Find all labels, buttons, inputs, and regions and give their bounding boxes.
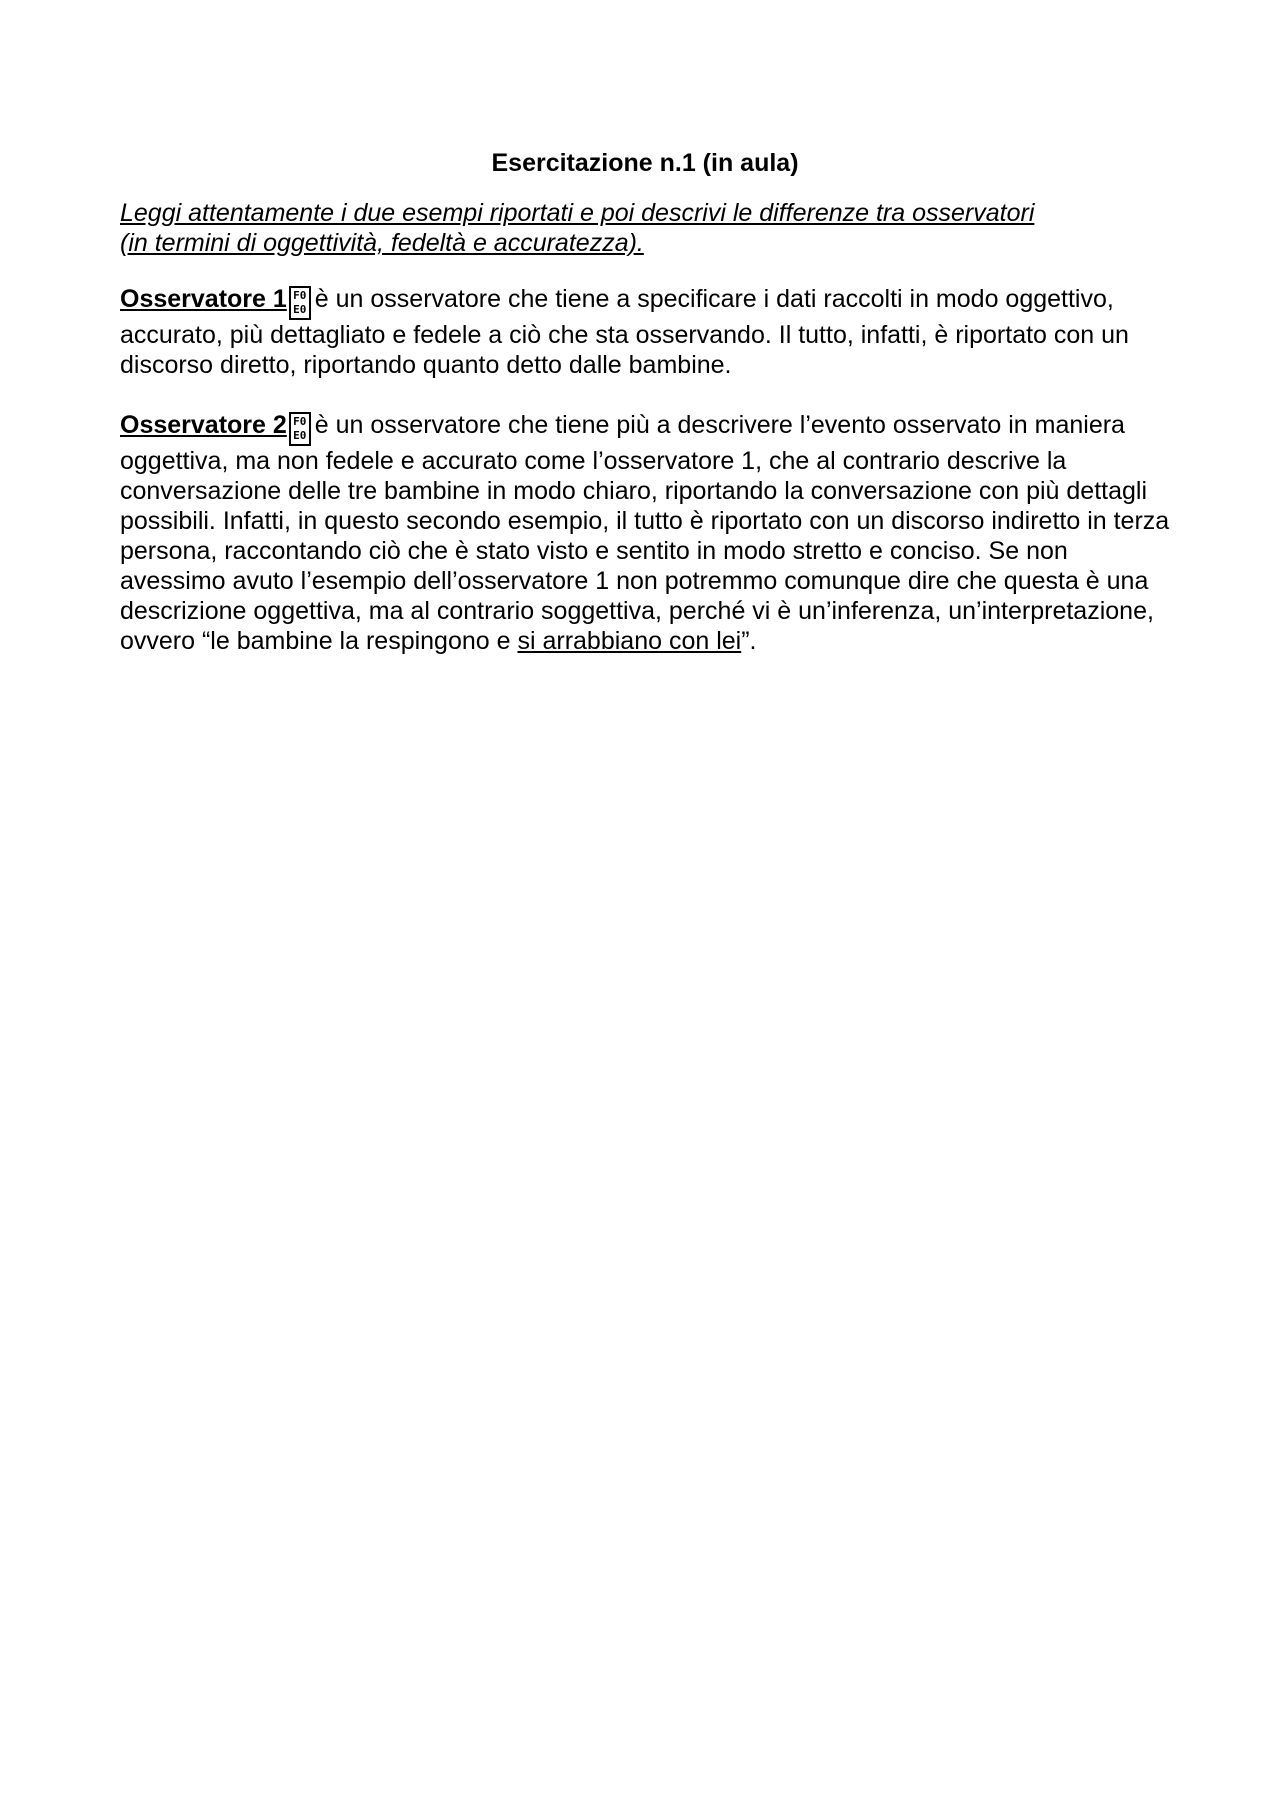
- missing-glyph-icon: [289, 286, 311, 320]
- missing-glyph-icon: [289, 412, 311, 446]
- glyph-code-top: F0: [293, 289, 307, 302]
- document-body: [120, 146, 1170, 686]
- observer-2-ending: ”.: [741, 627, 757, 655]
- observer-2-paragraph: [120, 410, 1170, 656]
- instructions-line-2: (in termini di oggettività, fedeltà e accuratezza).: [120, 229, 644, 257]
- instructions: [120, 198, 1170, 258]
- observer-1-label: Osservatore 1: [120, 285, 287, 313]
- observer-1-paragraph: [120, 284, 1170, 380]
- observer-2-text: è un osservatore che tiene più a descrivere l’evento osservato in maniera oggettiva, ma non fedele e accurato come l’osservatore 1, che al contrario descrive la conversazione delle tre bambine in modo chiaro, riportando la conversazione con più dettagli possibili. Infatti, in questo secondo esempio, il tutto è riportato con un discorso indiretto in terza persona, raccontando ciò che è stato visto e sentito in modo stretto e conciso. Se non avessimo avuto l’esempio dell’osservatore 1 non potremmo comunque dire che questa è una descrizione oggettiva, ma al contrario soggettiva, perché vi è un’inferenza, un’interpretazione, ovvero “le bambine la respingono e: [120, 411, 1170, 655]
- observer-1-text: è un osservatore che tiene a specificare i dati raccolti in modo oggettivo, accurato, più dettagliato e fedele a ciò che sta osservando. Il tutto, infatti, è riportato con un discorso diretto, riportando quanto detto dalle bambine.: [120, 285, 1129, 379]
- glyph-code-bottom: E0: [293, 303, 307, 316]
- underlined-quote: si arrabbiano con lei: [517, 627, 742, 655]
- observer-2-label: Osservatore 2: [120, 411, 287, 439]
- instructions-line-1: Leggi attentamente i due esempi riportati e poi descrivi le differenze tra osservatori: [120, 199, 1035, 227]
- document-title: Esercitazione n.1 (in aula): [491, 149, 799, 177]
- glyph-code-top: F0: [293, 415, 307, 428]
- glyph-code-bottom: E0: [293, 429, 307, 442]
